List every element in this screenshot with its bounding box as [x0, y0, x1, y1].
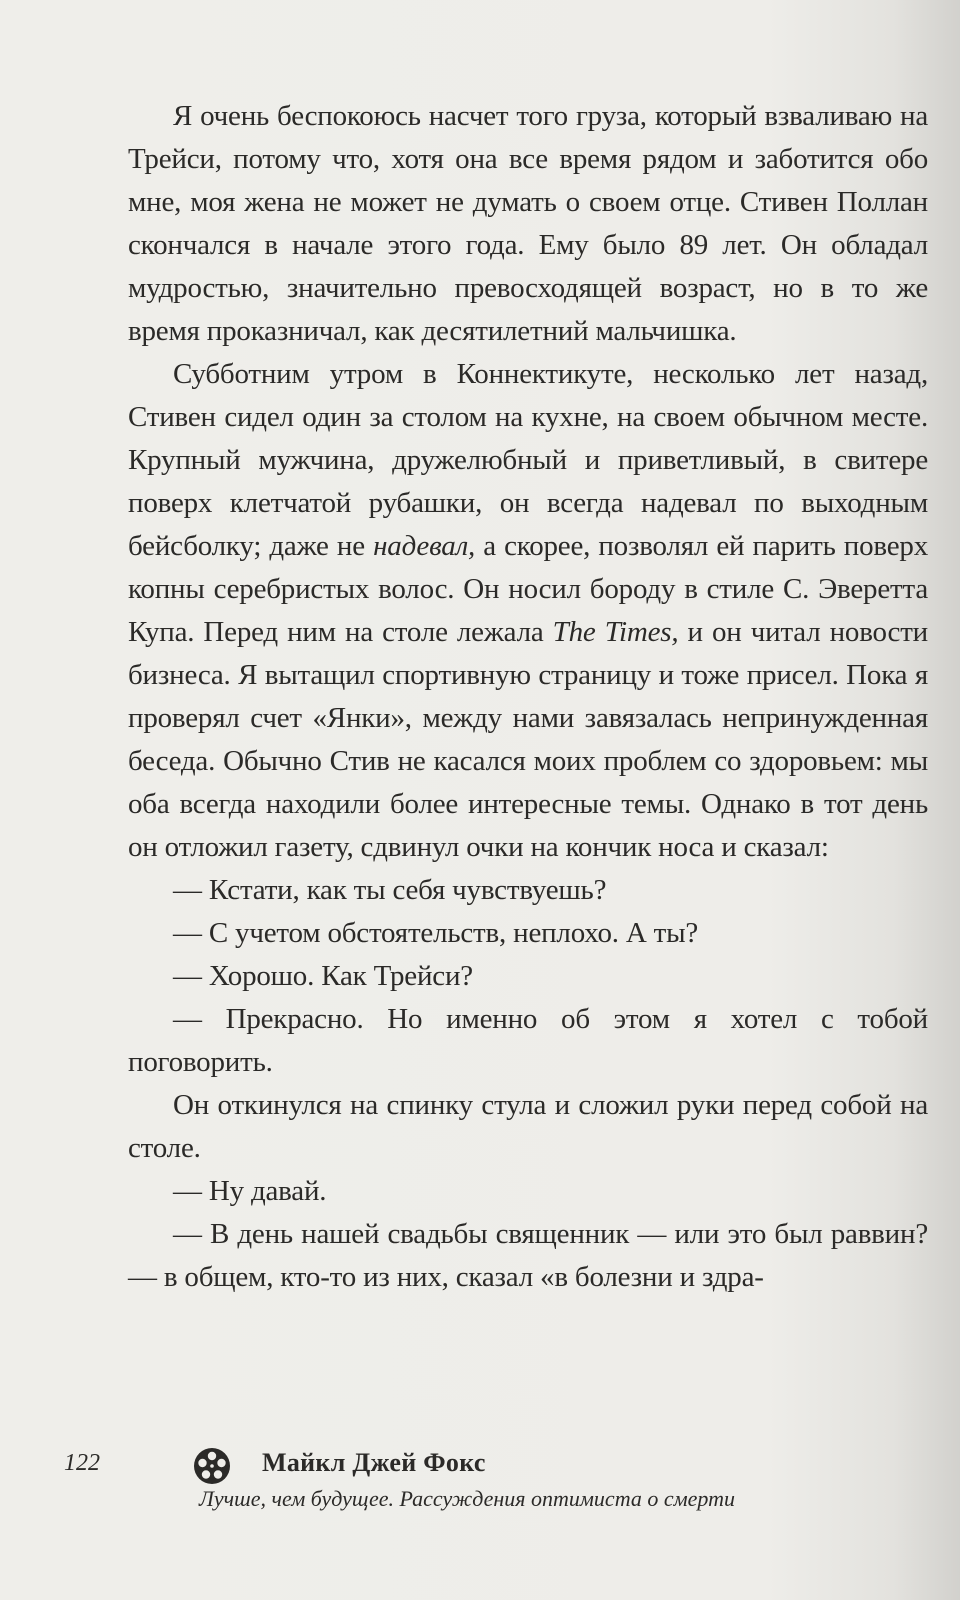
dialogue-line: — Хорошо. Как Трейси? [173, 960, 473, 992]
dialogue-line: — В день нашей свадьбы священник — или это был раввин? — в общем, кто-то из них, сказал «в болезни и здра- [128, 1218, 928, 1293]
paragraph-text: Субботним утром в Коннектикуте, несколько лет назад, Стивен сидел один за столом на кухне, на своем обычном месте. Крупный мужчина, дружелюбный и приветливый, в свитере поверх клетчатой рубашки, он всегда надевал по выходным бейсболку; даже не [128, 358, 928, 562]
paragraph-text: и он читал новости бизнеса. Я вытащил спортивную страницу и тоже присел. Пока я проверял счет «Янки», между нами завязалась непринужденная беседа. Обычно Стив не касался моих проблем со здоровьем: мы оба всегда находили более интересные темы. Однако в тот день он отложил газету, сдвинул очки на кончик носа и сказал: [128, 616, 929, 863]
author-name: Майкл Джей Фокс [262, 1448, 486, 1477]
paragraph: Я очень беспокоюсь насчет того груза, который взваливаю на Трейси, потому что, хотя она все время рядом и заботится обо мне, моя жена не может не думать о своем отце. Стивен Поллан скончался в начале этого года. Ему было 89 лет. Он обладал мудростью, значительно превосходящей возраст, но в то же время проказничал, как десятилетний мальчишка. [128, 100, 928, 347]
italic-text: The Times, [552, 616, 679, 648]
film-reel-icon [192, 1446, 232, 1486]
dialogue-line: — С учетом обстоятельств, неплохо. А ты? [173, 917, 699, 949]
dialogue-line: — Кстати, как ты себя чувствуешь? [173, 874, 607, 906]
book-subtitle: Лучше, чем будущее. Рассуждения оптимиста о смерти [199, 1486, 736, 1511]
dialogue-line: — Прекрасно. Но именно об этом я хотел с тобой поговорить. [128, 1003, 928, 1078]
body-text [128, 95, 928, 1299]
dialogue-line: — Ну давай. [173, 1175, 327, 1207]
italic-text: надевал, [373, 530, 476, 562]
page-number: 122 [64, 1450, 100, 1476]
paragraph [128, 353, 928, 869]
paragraph-text: а скорее, позволял ей парить поверх копны серебристых волос. Он носил бороду в стиле С. Эверетта Купа. Перед ним на столе лежала [128, 530, 929, 648]
paragraph: Он откинулся на спинку стула и сложил руки перед собой на столе. [128, 1089, 928, 1164]
